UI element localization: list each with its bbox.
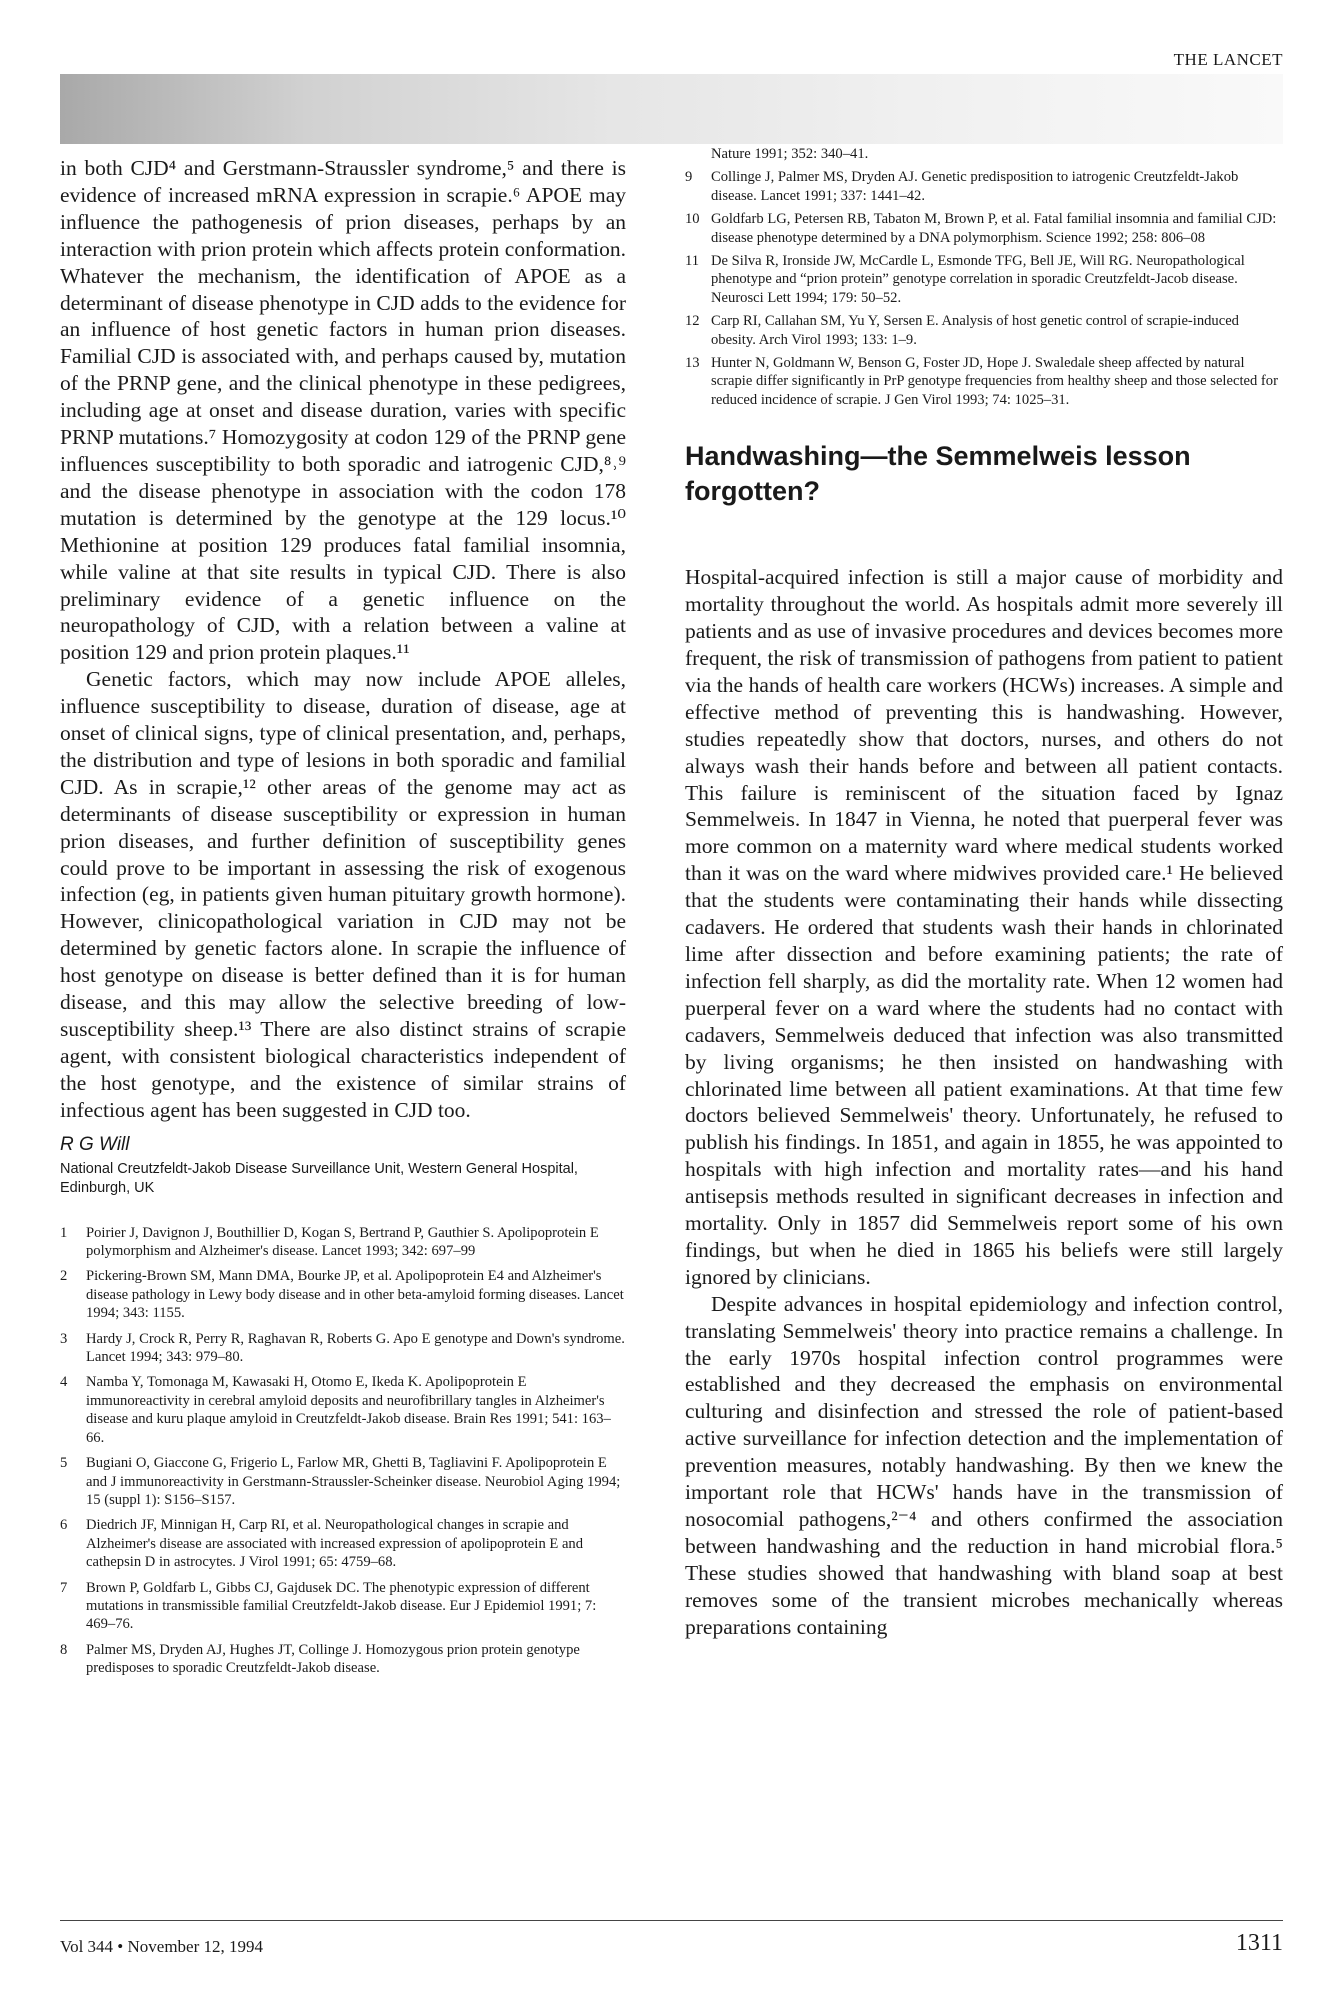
reference-item bbox=[60, 1330, 626, 1367]
reference-item bbox=[60, 1267, 626, 1322]
reference-number: 9 bbox=[685, 169, 693, 186]
reference-number: 1 bbox=[60, 1224, 68, 1241]
reference-item bbox=[685, 252, 1283, 307]
reference-number: 7 bbox=[60, 1579, 68, 1596]
reference-item bbox=[60, 1373, 626, 1447]
paragraph: Hospital-acquired infection is still a major cause of morbidity and mortality throughout the world. As hospitals admit more severely ill patients and as use of invasive procedures and devices becomes more frequent, the risk of transmission of pathogens from patient to patient via the hands of health care workers (HCWs) increases. A simple and effective method of preventing this is handwashing. However, studies repeatedly show that doctors, nurses, and others do not always wash their hands before and between all patient contacts. This failure is reminiscent of the situation faced by Ignaz Semmelweis. In 1847 in Vienna, he noted that puerperal fever was more common on a maternity ward where medical students worked than it was on the ward where midwives provided care.¹ He believed that the students were contaminating their hands while dissecting cadavers. He ordered that students wash their hands in chlorinated lime after dissection and before examining patients; the rate of infection fell sharply, as did the mortality rate. When 12 women had puerperal fever on a ward where the students had no contact with cadavers, Semmelweis deduced that infection was also transmitted by living organisms; he then insisted on handwashing with chlorinated lime between all patient examinations. At that time few doctors believed Semmelweis' theory. Unfortunately, he refused to publish his findings. In 1851, and again in 1855, he was appointed to hospitals with high infection and mortality rates—and his hand antisepsis methods resulted in significant decreases in infection and mortality. Only in 1857 did Semmelweis report some of his own findings, but when he died in 1865 his beliefs were still largely ignored by clinicians. bbox=[685, 565, 1283, 1289]
reference-text: Brown P, Goldfarb L, Gibbs CJ, Gajdusek DC. The phenotypic expression of different mutations in transmissible familial Creutzfeldt-Jakob disease. Eur J Epidemiol 1991; 7: 469–76. bbox=[86, 1579, 597, 1633]
reference-item bbox=[685, 210, 1283, 247]
paragraph: Genetic factors, which may now include APOE alleles, influence susceptibility to disease, duration of disease, age at onset of clinical signs, type of clinical presentation, and, perhaps, the distribution and type of lesions in both sporadic and familial CJD. As in scrapie,¹² other areas of the genome may act as determinants of disease susceptibility or expression in human prion diseases, and further definition of susceptibility genes could prove to be important in assessing the risk of exogenous infection (eg, in patients given human pituitary growth hormone). However, clinicopathological variation in CJD may not be determined by genetic factors alone. In scrapie the influence of host genotype on disease is better defined than it is for human disease, and this may allow the selective breeding of low-susceptibility sheep.¹³ There are also distinct strains of scrapie agent, with consistent biological characteristics independent of the host genotype, and the existence of similar strains of infectious agent has been suggested in CJD too. bbox=[60, 667, 626, 1122]
reference-number: 11 bbox=[685, 253, 700, 270]
reference-text: Diedrich JF, Minnigan H, Carp RI, et al. Neuropathological changes in scrapie and Alzheimer's disease are associated with increased expression of apolipoprotein E and cathepsin D in astrocytes. J Virol 1991; 65: 4759–68. bbox=[86, 1517, 584, 1571]
left-column bbox=[60, 155, 626, 1685]
reference-list bbox=[60, 1224, 626, 1678]
reference-number: 4 bbox=[60, 1374, 68, 1391]
issue-info: Vol 344 • November 12, 1994 bbox=[60, 1937, 264, 1956]
journal-name: THE LANCET bbox=[1173, 50, 1283, 69]
reference-text: Namba Y, Tomonaga M, Kawasaki H, Otomo E, Ikeda K. Apolipoprotein E immunoreactivity in cerebral amyloid deposits and neurofibrillary tangles in Alzheimer's disease and kuru plaque amyloid in Creutzfeldt-Jakob disease. Brain Res 1991; 541: 163–66. bbox=[86, 1374, 611, 1446]
reference-number: 5 bbox=[60, 1455, 68, 1472]
paragraph: in both CJD⁴ and Gerstmann-Straussler syndrome,⁵ and there is evidence of increased mRNA expression in scrapie.⁶ APOE may influence the pathogenesis of prion diseases, perhaps by an interaction with prion protein which affects protein conformation. Whatever the mechanism, the identification of APOE as a determinant of disease phenotype in CJD adds to the evidence for an influence of host genetic factors in human prion diseases. Familial CJD is associated with, and perhaps caused by, mutation of the PRNP gene, and the clinical phenotype in these pedigrees, including age at onset and disease duration, varies with specific PRNP mutations.⁷ Homozygosity at codon 129 of the PRNP gene influences susceptibility to both sporadic and iatrogenic CJD,⁸˒⁹ and the disease phenotype in association with the codon 178 mutation is determined by the genotype at the 129 locus.¹⁰ Methionine at position 129 produces fatal familial insomnia, while valine at that site results in typical CJD. There is also preliminary evidence of a genetic influence on the neuropathology of CJD, with a relation between a valine at position 129 and prion protein plaques.¹¹ bbox=[60, 156, 626, 665]
reference-number: 13 bbox=[685, 355, 700, 372]
reference-text: Carp RI, Callahan SM, Yu Y, Sersen E. Analysis of host genetic control of scrapie-induced obesity. Arch Virol 1993; 133: 1–9. bbox=[711, 313, 1239, 348]
reference-item bbox=[60, 1516, 626, 1571]
reference-number: 12 bbox=[685, 313, 700, 330]
reference-item bbox=[685, 168, 1283, 205]
reference-number: 3 bbox=[60, 1330, 68, 1347]
reference-text: Hunter N, Goldmann W, Benson G, Foster JD, Hope J. Swaledale sheep affected by natural scrapie differ significantly in PrP genotype frequencies from healthy sheep and those selected for reduced incidence of scrapie. J Gen Virol 1993; 74: 1025–31. bbox=[711, 355, 1278, 408]
reference-text: Pickering-Brown SM, Mann DMA, Bourke JP, et al. Apolipoprotein E4 and Alzheimer's disease pathology in Lewy body disease and in other beta-amyloid forming diseases. Lancet 1994; 343: 1155. bbox=[86, 1268, 624, 1322]
article-headline: Handwashing—the Semmelweis lesson forgotten? bbox=[685, 441, 1191, 507]
reference-text: Hardy J, Crock R, Perry R, Raghavan R, Roberts G. Apo E genotype and Down's syndrome. Lancet 1994; 343: 979–80. bbox=[86, 1330, 625, 1366]
paragraph: Despite advances in hospital epidemiology and infection control, translating Semmelweis' theory into practice remains a challenge. In the early 1970s hospital infection control programmes were established and they decreased the emphasis on environmental culturing and disinfection and stressed the role of patient-based active surveillance for infection detection and the implementation of prevention measures, notably handwashing. By then we knew the important role that HCWs' hands have in the transmission of nosocomial pathogens,²⁻⁴ and others confirmed the association between handwashing and the reduction in hand microbial flora.⁵ These studies showed that handwashing with bland soap at best removes some of the transient microbes mechanically whereas preparations containing bbox=[685, 1291, 1283, 1639]
reference-number: 10 bbox=[685, 211, 700, 228]
reference-text: Collinge J, Palmer MS, Dryden AJ. Genetic predisposition to iatrogenic Creutzfeldt-Jakob disease. Lancet 1991; 337: 1441–42. bbox=[711, 169, 1239, 204]
reference-text: Poirier J, Davignon J, Bouthillier D, Kogan S, Bertrand P, Gauthier S. Apolipoprotein E polymorphism and Alzheimer's disease. Lancet 1993; 342: 697–99 bbox=[86, 1224, 599, 1260]
reference-list-continued bbox=[685, 145, 1283, 409]
header-texture-band bbox=[60, 74, 1283, 144]
right-column bbox=[685, 145, 1283, 1641]
reference-item bbox=[685, 354, 1283, 409]
reference-text: De Silva R, Ironside JW, McCardle L, Esmonde TFG, Bell JE, Will RG. Neuropathological phenotype and “prion protein” genotype correlation in sporadic Creutzfeldt-Jacob disease. Neurosci Lett 1994; 179: 50–52. bbox=[711, 253, 1245, 306]
reference-number: 8 bbox=[60, 1641, 68, 1658]
reference-item bbox=[60, 1641, 626, 1678]
reference-text: Goldfarb LG, Petersen RB, Tabaton M, Brown P, et al. Fatal familial insomnia and familial CJD: disease phenotype determined by a DNA polymorphism. Science 1992; 258: 806–08 bbox=[711, 211, 1277, 246]
reference-text: Palmer MS, Dryden AJ, Hughes JT, Collinge J. Homozygous prion protein genotype predisposes to sporadic Creutzfeldt-Jakob disease. bbox=[86, 1641, 580, 1677]
left-body-text bbox=[60, 155, 626, 1124]
reference-item bbox=[60, 1454, 626, 1509]
right-body-text bbox=[685, 564, 1283, 1640]
reference-item bbox=[685, 145, 1283, 163]
reference-text: Nature 1991; 352: 340–41. bbox=[711, 146, 869, 162]
author-affiliation: National Creutzfeldt-Jakob Disease Surveillance Unit, Western General Hospital, Edinburgh, UK bbox=[60, 1160, 578, 1196]
reference-item bbox=[685, 312, 1283, 349]
reference-number: 2 bbox=[60, 1268, 68, 1285]
footer-rule bbox=[60, 1920, 1283, 1921]
reference-number: 6 bbox=[60, 1517, 68, 1534]
page-number: 1311 bbox=[1235, 1930, 1283, 1956]
reference-item bbox=[60, 1224, 626, 1261]
reference-item bbox=[60, 1579, 626, 1634]
reference-text: Bugiani O, Giaccone G, Frigerio L, Farlow MR, Ghetti B, Tagliavini F. Apolipoprotein E and J immunoreactivity in Gerstmann-Straussler-Scheinker disease. Neurobiol Aging 1994; 15 (suppl 1): S156–S157. bbox=[86, 1455, 621, 1508]
author-name: R G Will bbox=[60, 1133, 130, 1155]
